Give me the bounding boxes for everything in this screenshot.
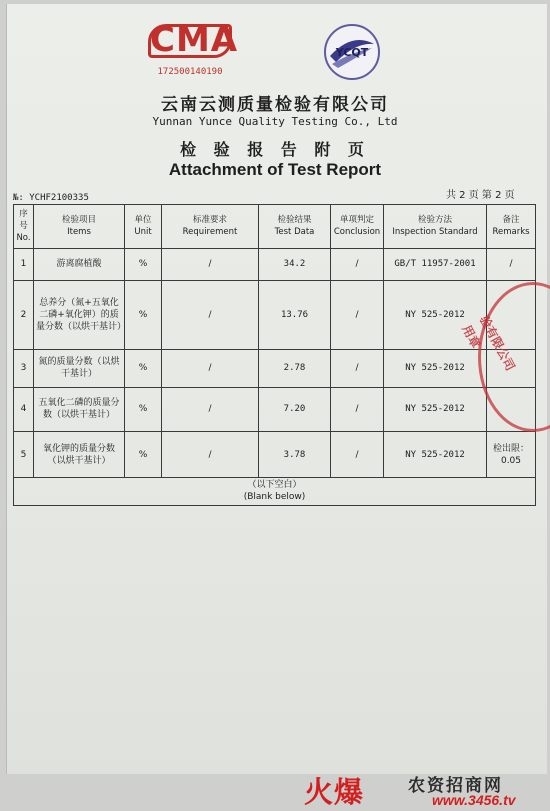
ycqt-logo-icon [322,22,382,82]
watermark-brand: 火爆 [304,775,365,809]
company-name-cn: 云南云测质量检验有限公司 [161,95,389,115]
cell-item: 游离腐植酸 [34,248,125,280]
document-number: №: YCHF2100335 [13,193,89,203]
cell-requirement: / [162,387,259,432]
cell-no: 1 [14,248,34,280]
company-name-en: Yunnan Yunce Quality Testing Co., Ltd [152,115,398,128]
cell-no: 5 [14,432,34,478]
report-title-cn: 检 验 报 告 附 页 [180,140,370,159]
watermark-url: www.3456.tv [432,792,516,808]
official-seal-text: 验有限公司 用章 [459,313,518,373]
cell-standard: GB/T 11957-2001 [384,248,487,280]
cell-conclusion: / [331,280,384,350]
watermark-site-name: 农资招商网 [408,776,503,796]
col-header-no: 序号 No. [14,205,34,249]
col-header-remarks: 备注 Remarks [487,205,536,249]
cell-standard: NY 525-2012 [384,387,487,432]
cell-item: 总养分（氮+五氧化二磷+氧化钾）的质量分数（以烘干基计） [34,280,125,350]
page-indicator: 共 2 页 第 2 页 [446,190,515,201]
cma-logo-ring [148,24,232,58]
cell-test-data: 34.2 [259,248,331,280]
col-header-standard: 检验方法 Inspection Standard [384,205,487,249]
cell-unit: % [125,350,162,387]
cell-item: 氮的质量分数（以烘干基计） [34,350,125,387]
cell-no: 3 [14,350,34,387]
cell-conclusion: / [331,248,384,280]
ycqt-logo-text: YCQT [335,46,369,59]
cell-remarks: / [487,248,536,280]
cma-logo-text: CMA [150,20,239,60]
col-header-conclusion: 单项判定 Conclusion [331,205,384,249]
cell-no: 4 [14,387,34,432]
cell-requirement: / [162,432,259,478]
cell-test-data: 7.20 [259,387,331,432]
table-header-row [14,205,536,249]
cma-logo [150,20,239,60]
cell-conclusion: / [331,350,384,387]
cell-unit: % [125,432,162,478]
report-title-en: Attachment of Test Report [168,160,382,179]
cell-unit: % [125,387,162,432]
col-header-requirement: 标准要求 Requirement [162,205,259,249]
col-header-items: 检验项目 Items [34,205,125,249]
cell-unit: % [125,280,162,350]
cell-standard: NY 525-2012 [384,432,487,478]
site-watermark [300,768,550,811]
col-header-test-data: 检验结果 Test Data [259,205,331,249]
cell-requirement: / [162,350,259,387]
cma-number: 172500140190 [157,67,223,77]
cell-no: 2 [14,280,34,350]
cell-test-data: 2.78 [259,350,331,387]
cell-unit: % [125,248,162,280]
table-row [14,248,536,280]
cell-requirement: / [162,248,259,280]
table-row [14,280,536,350]
cell-item: 氧化钾的质量分数（以烘干基计） [34,432,125,478]
cell-test-data: 3.78 [259,432,331,478]
results-table [13,204,536,506]
cell-item: 五氧化二磷的质量分数（以烘干基计） [34,387,125,432]
blank-below-row [14,477,536,505]
cell-test-data: 13.76 [259,280,331,350]
cell-conclusion: / [331,387,384,432]
cell-standard: NY 525-2012 [384,280,487,350]
table-row [14,432,536,478]
blank-below-note: （以下空白） (Blank below) [14,477,536,505]
cell-standard: NY 525-2012 [384,350,487,387]
col-header-unit: 单位 Unit [125,205,162,249]
table-row [14,350,536,387]
cell-requirement: / [162,280,259,350]
cell-remarks: 检出限：0.05 [487,432,536,478]
table-row [14,387,536,432]
cell-conclusion: / [331,432,384,478]
